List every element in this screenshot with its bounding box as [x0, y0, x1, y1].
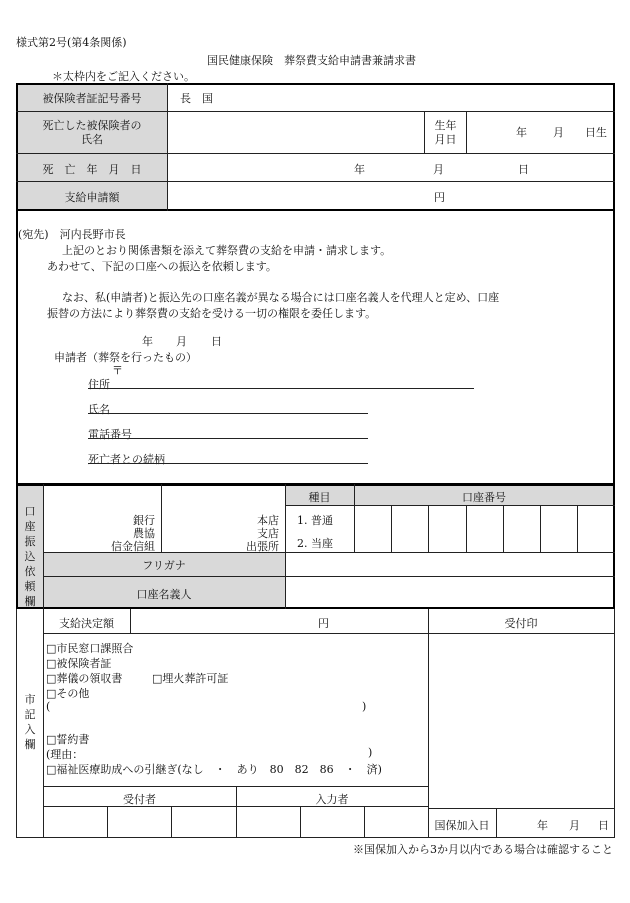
application-month-unit: 月 [176, 335, 187, 348]
other-detail-input[interactable] [52, 699, 358, 713]
bank-type-bank: 銀行 [133, 514, 155, 527]
branch-type-branch: 支店 [257, 527, 279, 540]
branch-type-office: 出張所 [246, 540, 279, 553]
bank-side-label: 口座振込依頼欄 [24, 505, 36, 608]
declaration-line-4: 振替の方法により葬祭費の支給を受ける一切の権限を委任します。 [47, 307, 377, 320]
deceased-name-input[interactable] [168, 113, 422, 151]
deceased-name-label-2: 氏名 [81, 133, 103, 146]
address-label: 住所 [88, 378, 110, 391]
decision-amount-input[interactable] [132, 611, 426, 631]
relation-input[interactable] [175, 447, 366, 463]
applicant-label: 申請者（葬祭を行ったもの） [54, 351, 197, 364]
insurer-number-prefix: 長 国 [180, 92, 213, 105]
reason-open: (理由： [46, 748, 84, 761]
receiver-label: 受付者 [123, 793, 156, 806]
amount-label: 支給申請額 [64, 191, 120, 204]
birth-month-unit: 月 [553, 126, 564, 139]
receipt-stamp-label: 受付印 [504, 617, 538, 630]
bank-type-agri: 農協 [133, 527, 155, 540]
decision-amount-label: 支給決定額 [59, 617, 114, 630]
check-oath[interactable]: □誓約書 [46, 733, 90, 746]
account-type-current[interactable]: 2. 当座 [297, 537, 333, 550]
check-burial-permit[interactable]: □埋火葬許可証 [152, 672, 229, 685]
join-month-unit: 月 [569, 819, 580, 832]
furigana-input[interactable] [287, 554, 613, 574]
check-window-verify[interactable]: □市民窓口課照合 [46, 642, 134, 655]
name-input[interactable] [120, 397, 366, 413]
amount-input[interactable] [168, 183, 614, 209]
name-label: 氏名 [88, 403, 110, 416]
birth-day-unit: 日生 [585, 126, 607, 139]
bank-type-shinkin: 信金信組 [111, 540, 155, 553]
form-title: 国民健康保険 葬祭費支給申請書兼請求書 [207, 54, 416, 67]
deceased-name-label-1: 死亡した被保険者の [42, 119, 142, 132]
city-side-label: 市記入欄 [24, 693, 36, 751]
declaration-line-1: 上記のとおり関係書類を添えて葬祭費の支給を申請・請求します。 [62, 244, 392, 257]
check-other[interactable]: □その他 [46, 687, 90, 700]
furigana-label: フリガナ [142, 559, 186, 572]
account-type-ordinary[interactable]: 1. 普通 [297, 514, 333, 527]
postal-mark: 〒 [112, 364, 123, 377]
address-input[interactable] [120, 372, 472, 388]
addressee: (宛先) 河内長野市長 [18, 228, 126, 241]
death-day-unit: 日 [518, 163, 529, 176]
phone-label: 電話番号 [88, 428, 132, 441]
insurer-number-label: 被保険者証記号番号 [42, 92, 142, 105]
death-date-input[interactable] [168, 155, 614, 179]
application-day-unit: 日 [211, 335, 222, 348]
birth-year-unit: 年 [516, 126, 527, 139]
join-year-unit: 年 [537, 819, 548, 832]
decision-amount-unit: 円 [318, 617, 329, 630]
account-number-input[interactable] [356, 507, 613, 551]
other-close-paren: ) [362, 700, 367, 713]
form-id: 様式第2号(第4条関係) [16, 36, 127, 49]
join-date-input[interactable] [498, 810, 612, 835]
holder-input[interactable] [287, 578, 613, 607]
account-type-header: 種目 [308, 491, 331, 504]
other-open-paren: ( [46, 700, 51, 713]
footnote: ※国保加入から3か月以内である場合は確認すること [353, 843, 613, 856]
holder-label: 口座名義人 [136, 588, 192, 601]
declaration-line-2: あわせて、下記の口座への振込を依頼します。 [47, 260, 277, 273]
death-year-unit: 年 [354, 163, 365, 176]
relation-label: 死亡者との続柄 [88, 453, 165, 466]
input-person-label: 入力者 [315, 793, 349, 806]
reason-input[interactable] [92, 745, 364, 759]
birth-label-1: 生年 [434, 119, 457, 132]
death-month-unit: 月 [433, 163, 444, 176]
birth-date-input[interactable] [467, 113, 613, 151]
insurer-number-input[interactable] [168, 85, 614, 109]
reason-close: ) [368, 746, 373, 759]
join-day-unit: 日 [598, 819, 609, 832]
phone-input[interactable] [145, 422, 366, 438]
amount-unit: 円 [434, 191, 445, 204]
branch-type-main: 本店 [257, 514, 279, 527]
check-insurance-card[interactable]: □被保険者証 [46, 657, 112, 670]
join-date-label: 国保加入日 [434, 819, 490, 832]
check-funeral-receipt[interactable]: □葬儀の領収書 [46, 672, 123, 685]
birth-label-2: 月日 [434, 133, 457, 146]
branch-name-input[interactable] [163, 487, 283, 550]
receipt-stamp-area [430, 636, 612, 806]
application-year-unit: 年 [142, 335, 153, 348]
check-welfare-transfer[interactable]: □福祉医療助成への引継ぎ(なし ・ あり 80 82 86 ・ 済) [46, 763, 382, 776]
account-number-header: 口座番号 [462, 491, 506, 504]
instruction-note: ＊太枠内をご記入ください。 [52, 70, 195, 83]
declaration-line-3: なお、私(申請者)と振込先の口座名義が異なる場合には口座名義人を代理人と定め、口座 [62, 291, 500, 304]
bank-name-input[interactable] [45, 487, 159, 550]
death-date-label: 死 亡 年 月 日 [42, 163, 142, 176]
